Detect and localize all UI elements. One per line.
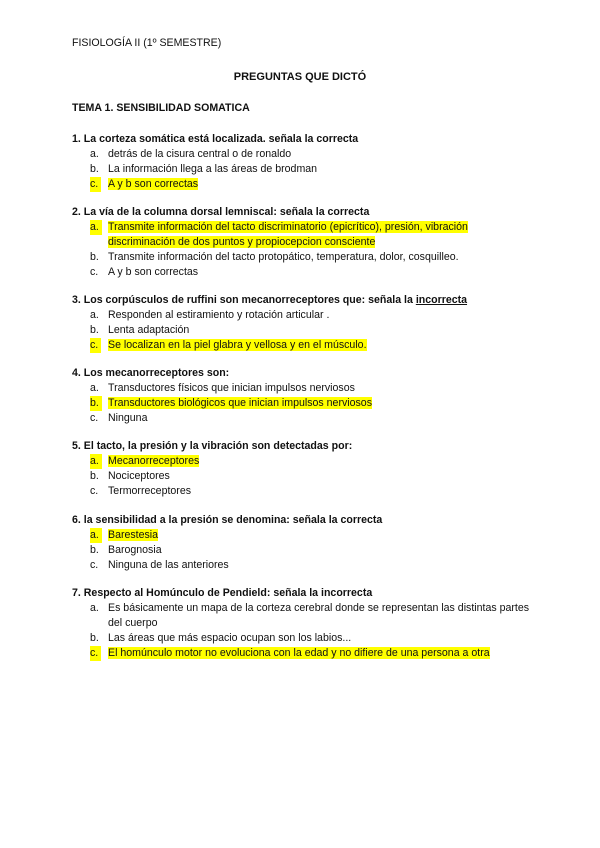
option-a xyxy=(72,147,532,162)
option-letter: a. xyxy=(90,309,99,321)
option-a-highlighted xyxy=(72,528,532,543)
option-text: Transmite información del tacto protopático, temperatura, dolor, cosquilleo. xyxy=(108,251,459,263)
question-title: 3. Los corpúsculos de ruffini son mecanorreceptores que: señala la incorrecta xyxy=(72,294,468,306)
option-letter: b. xyxy=(90,163,99,175)
option-a xyxy=(72,601,542,631)
option-text: Ninguna xyxy=(108,412,148,424)
question-2 xyxy=(72,205,532,280)
option-text: Responden al estiramiento y rotación articular . xyxy=(108,309,330,321)
option-letter: b. xyxy=(90,544,99,556)
option-letter: b. xyxy=(90,470,99,482)
option-text-highlighted: Transmite información del tacto discriminatorio (epicrítico), presión, vibración discriminación de dos puntos y propiocepcion consciente xyxy=(108,221,468,248)
option-letter: b. xyxy=(90,251,99,263)
option-b xyxy=(72,469,532,484)
option-letter: a. xyxy=(90,148,99,160)
underlined-word: incorrecta xyxy=(415,294,468,306)
option-b xyxy=(72,323,532,338)
option-c xyxy=(72,265,532,280)
option-letter: c. xyxy=(90,485,99,497)
option-letter: c. xyxy=(90,177,101,192)
question-1 xyxy=(72,132,532,192)
question-title: 1. La corteza somática está localizada. señala la correcta xyxy=(72,133,359,145)
option-text-highlighted: El homúnculo motor no evoluciona con la edad y no difiere de una persona a otra xyxy=(108,647,490,659)
question-6 xyxy=(72,513,532,573)
option-letter: b. xyxy=(90,324,99,336)
option-text: Ninguna de las anteriores xyxy=(108,559,229,571)
option-text: Barognosia xyxy=(108,544,162,556)
option-c-highlighted xyxy=(72,646,542,661)
option-letter: a. xyxy=(90,602,99,614)
question-title: 5. El tacto, la presión y la vibración son detectadas por: xyxy=(72,440,353,452)
option-letter: c. xyxy=(90,266,99,278)
question-title: 4. Los mecanorreceptores son: xyxy=(72,367,230,379)
option-text: Transductores físicos que inician impulsos nerviosos xyxy=(108,382,355,394)
option-text: Las áreas que más espacio ocupan son los labios... xyxy=(108,632,352,644)
option-text-highlighted: Se localizan en la piel glabra y vellosa y en el músculo. xyxy=(108,339,367,351)
document-header: FISIOLOGÍA II (1º SEMESTRE) xyxy=(72,37,222,49)
question-title: 2. La vía de la columna dorsal lemniscal: señala la correcta xyxy=(72,206,370,218)
option-a xyxy=(72,308,532,323)
question-title: 7. Respecto al Homúnculo de Pendield: señala la incorrecta xyxy=(72,587,373,599)
option-text: Lenta adaptación xyxy=(108,324,190,336)
option-b xyxy=(72,250,532,265)
option-c-highlighted xyxy=(72,177,532,192)
option-letter: b. xyxy=(90,396,102,411)
option-c xyxy=(72,558,532,573)
option-b xyxy=(72,162,532,177)
question-3 xyxy=(72,293,532,353)
option-letter: c. xyxy=(90,412,99,424)
option-a xyxy=(72,381,532,396)
option-letter: c. xyxy=(90,646,101,661)
option-letter: a. xyxy=(90,382,99,394)
option-c xyxy=(72,411,532,426)
option-c xyxy=(72,484,532,499)
option-text-highlighted: A y b son correctas xyxy=(108,178,199,190)
option-b xyxy=(72,631,542,646)
option-text: La información llega a las áreas de brodman xyxy=(108,163,318,175)
option-text: Es básicamente un mapa de la corteza cerebral donde se representan las distintas partes del cuerpo xyxy=(108,602,530,629)
option-a-highlighted xyxy=(72,220,532,250)
question-7 xyxy=(72,586,542,661)
option-letter: a. xyxy=(90,454,102,469)
topic-heading: TEMA 1. SENSIBILIDAD SOMATICA xyxy=(72,102,250,114)
question-title: 6. la sensibilidad a la presión se denomina: señala la correcta xyxy=(72,514,383,526)
option-letter: b. xyxy=(90,632,99,644)
option-text: detrás de la cisura central o de ronaldo xyxy=(108,148,292,160)
option-a-highlighted xyxy=(72,454,532,469)
option-letter: a. xyxy=(90,528,102,543)
option-text-highlighted: Transductores biológicos que inician impulsos nerviosos xyxy=(108,397,372,409)
option-letter: a. xyxy=(90,220,102,235)
option-text: A y b son correctas xyxy=(108,266,199,278)
option-text-highlighted: Barestesia xyxy=(108,529,159,541)
question-5 xyxy=(72,439,532,499)
option-b xyxy=(72,543,532,558)
option-c-highlighted xyxy=(72,338,532,353)
question-4 xyxy=(72,366,532,426)
document-title: PREGUNTAS QUE DICTÓ xyxy=(233,71,367,83)
option-letter: c. xyxy=(90,338,101,353)
option-text: Nociceptores xyxy=(108,470,170,482)
option-text: Termorreceptores xyxy=(108,485,192,497)
option-b-highlighted xyxy=(72,396,532,411)
option-letter: c. xyxy=(90,559,99,571)
option-text-highlighted: Mecanorreceptores xyxy=(108,455,200,467)
